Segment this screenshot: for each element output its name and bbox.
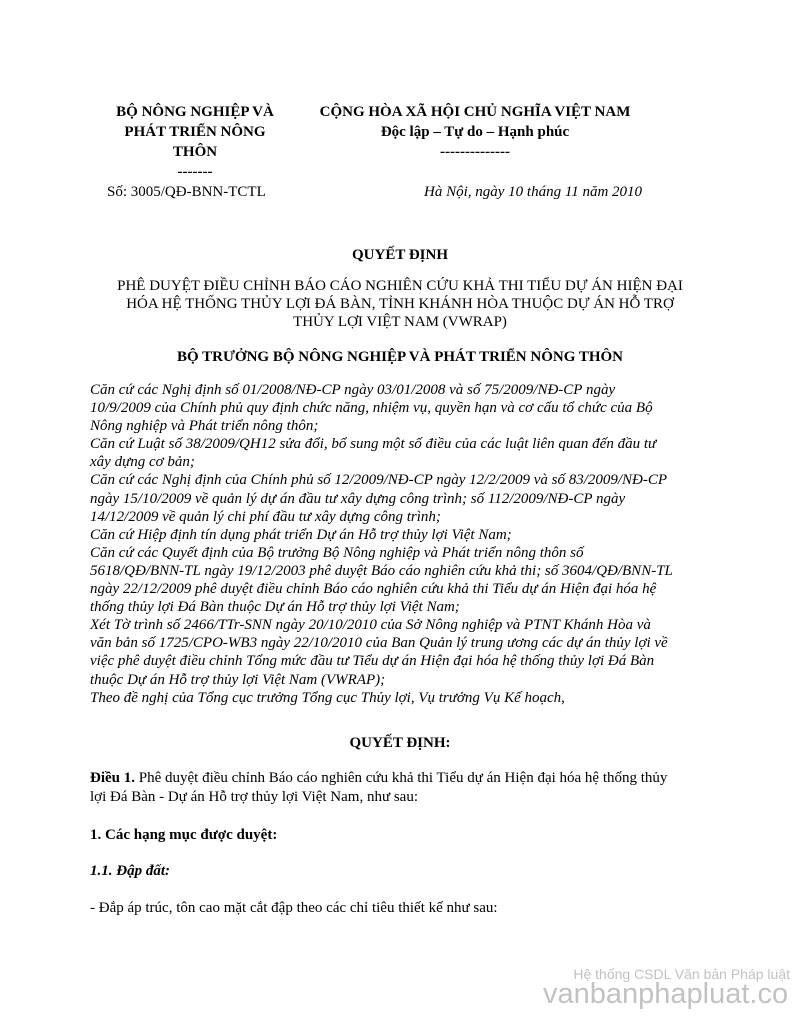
article-1-lead: Điều 1. — [90, 770, 135, 786]
section-1-heading: 1. Các hạng mục được duyệt: — [90, 827, 278, 843]
document-title: QUYẾT ĐỊNH — [352, 247, 448, 263]
section-1-1-heading: 1.1. Đập đất: — [90, 863, 170, 879]
basis-line: Căn cứ Luật số 38/2009/QH12 sửa đổi, bổ sung một số điều của các luật liên quan đến đầu tư — [90, 436, 657, 453]
agency-line: PHÁT TRIỂN NÔNG — [124, 124, 266, 140]
subject-line: HÓA HỆ THỐNG THỦY LỢI ĐÁ BÀN, TỈNH KHÁNH HÒA THUỘC DỰ ÁN HỖ TRỢ — [126, 296, 674, 312]
basis-line: 5618/QĐ/BNN-TL ngày 19/12/2003 phê duyệt Báo cáo nghiên cứu khả thi; số 3604/QĐ/BNN-TL — [90, 562, 673, 579]
basis-line: ngày 15/10/2009 về quản lý dự án đầu tư xây dựng công trình; số 112/2009/NĐ-CP ngày — [90, 490, 626, 507]
issuing-authority: BỘ TRƯỞNG BỘ NÔNG NGHIỆP VÀ PHÁT TRIỂN NÔNG THÔN — [176, 349, 624, 365]
legal-basis — [90, 381, 715, 707]
article-1-line — [90, 769, 715, 788]
watermark-caption: Hệ thống CSDL Văn bản Pháp luật — [573, 966, 790, 982]
article-1 — [90, 769, 715, 807]
agency-rule: ------- — [177, 164, 213, 180]
motto-rule: -------------- — [440, 144, 510, 160]
place-and-date: Hà Nội, ngày 10 tháng 11 năm 2010 — [424, 184, 643, 200]
basis-line: Nông nghiệp và Phát triển nông thôn; — [90, 418, 319, 435]
document-subject — [95, 277, 705, 331]
national-heading — [300, 102, 650, 162]
subject-line: PHÊ DUYỆT ĐIỀU CHỈNH BÁO CÁO NGHIÊN CỨU KHẢ THI TIỂU DỰ ÁN HIỆN ĐẠI — [117, 278, 683, 294]
decision-heading: QUYẾT ĐỊNH: — [349, 735, 451, 751]
watermark-site: vanbanphapluat.co — [543, 978, 789, 1010]
basis-line: Xét Tờ trình số 2466/TTr-SNN ngày 20/10/2010 của Sở Nông nghiệp và PTNT Khánh Hòa và — [90, 617, 651, 634]
article-1-line: lợi Đá Bàn - Dự án Hỗ trợ thủy lợi Việt Nam, như sau: — [90, 789, 419, 805]
basis-line: Căn cứ các Nghị định số 01/2008/NĐ-CP ngày 03/01/2008 và số 75/2009/NĐ-CP ngày — [90, 382, 616, 398]
basis-line: 10/9/2009 của Chính phủ quy định chức năng, nhiệm vụ, quyền hạn và cơ cấu tổ chức của Bộ — [90, 400, 653, 417]
basis-line: Căn cứ các Nghị định của Chính phủ số 12/2009/NĐ-CP ngày 12/2/2009 và số 83/2009/NĐ-CP — [90, 472, 668, 489]
national-motto: Độc lập – Tự do – Hạnh phúc — [380, 124, 570, 140]
basis-line: Theo đề nghị của Tổng cục trưởng Tổng cục Thủy lợi, Vụ trưởng Vụ Kế hoạch, — [90, 689, 565, 706]
basis-line: văn bản số 1725/CPO-WB3 ngày 22/10/2010 của Ban Quản lý trung ương các dự án thủy lợi về — [90, 635, 668, 652]
basis-line: việc phê duyệt điều chỉnh Tổng mức đầu tư Tiểu dự án Hiện đại hóa hệ thống thủy lợi Đá Bàn — [90, 653, 655, 670]
issuing-agency — [80, 102, 310, 182]
basis-line: 14/12/2009 về quản lý chi phí đầu tư xây dựng công trình; — [90, 508, 441, 525]
nation-name: CỘNG HÒA XÃ HỘI CHỦ NGHĨA VIỆT NAM — [319, 104, 631, 120]
article-1-text: Phê duyệt điều chỉnh Báo cáo nghiên cứu khả thi Tiểu dự án Hiện đại hóa hệ thống thủy — [135, 770, 668, 786]
agency-line: THÔN — [172, 144, 218, 160]
subject-line: THỦY LỢI VIỆT NAM (VWRAP) — [293, 314, 507, 330]
list-item: - Đắp áp trúc, tôn cao mặt cắt đập theo các chỉ tiêu thiết kế như sau: — [90, 900, 498, 916]
document-number: Số: 3005/QĐ-BNN-TCTL — [107, 184, 266, 200]
basis-line: xây dựng cơ bản; — [90, 454, 195, 471]
basis-line: thống thủy lợi Đá Bàn thuộc Dự án Hỗ trợ thủy lợi Việt Nam; — [90, 599, 460, 616]
agency-line: BỘ NÔNG NGHIỆP VÀ — [116, 104, 274, 120]
basis-line: ngày 22/12/2009 phê duyệt điều chỉnh Báo cáo nghiên cứu khả thi Tiểu dự án Hiện đại hóa hệ — [90, 581, 657, 598]
basis-line: thuộc Dự án Hỗ trợ thủy lợi Việt Nam (VWRAP); — [90, 671, 386, 688]
basis-line: Căn cứ Hiệp định tín dụng phát triển Dự án Hỗ trợ thủy lợi Việt Nam; — [90, 526, 512, 543]
basis-line: Căn cứ các Quyết định của Bộ trưởng Bộ Nông nghiệp và Phát triển nông thôn số — [90, 544, 584, 561]
